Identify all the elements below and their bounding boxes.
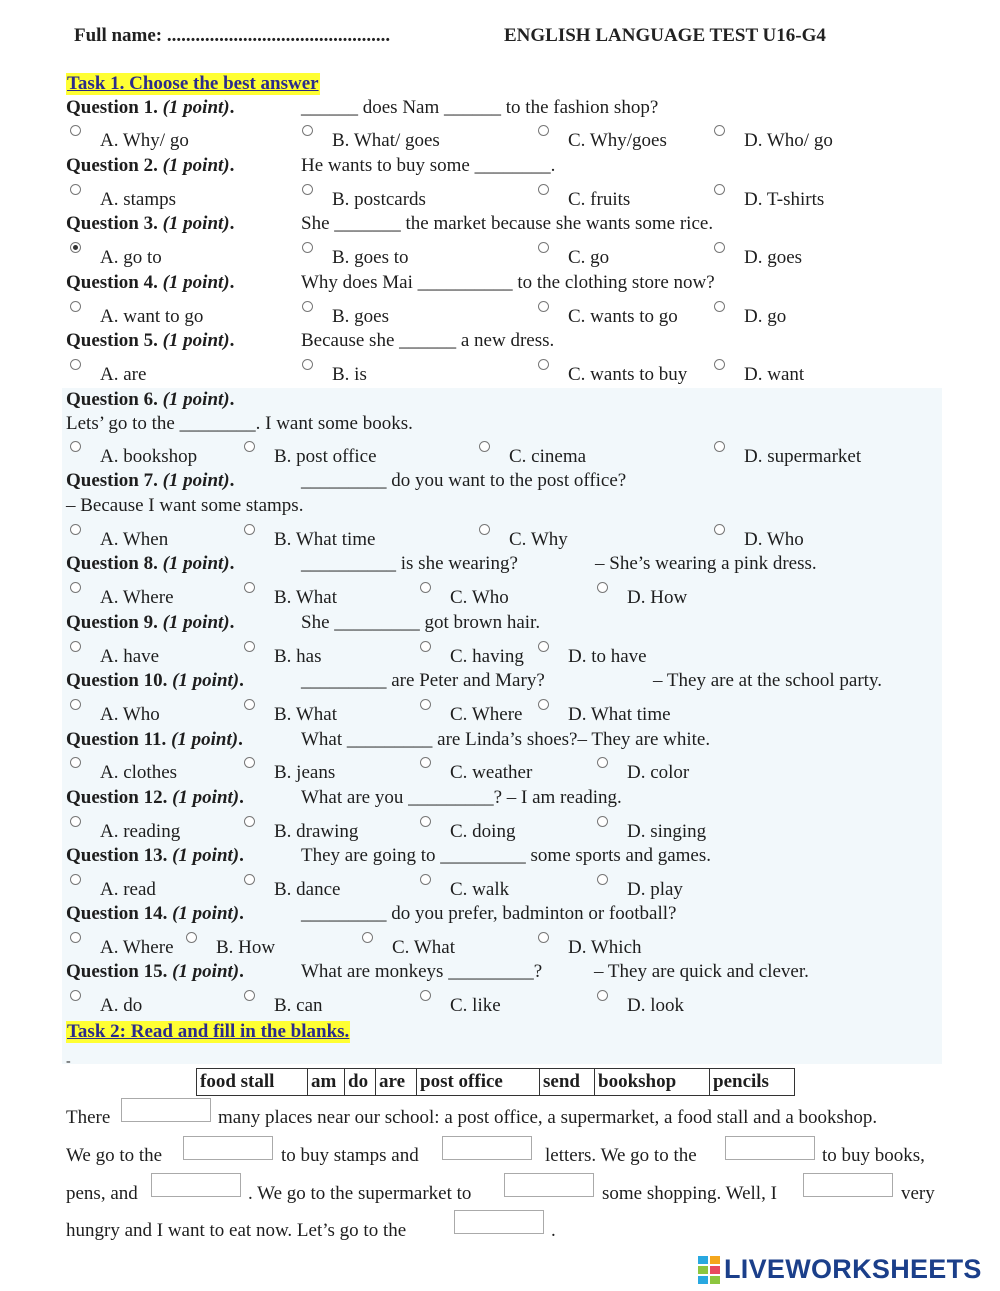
answer-radio[interactable] [538, 932, 549, 943]
passage-text: . [551, 1220, 556, 1241]
answer-option[interactable]: C. having [450, 646, 524, 667]
answer-radio[interactable] [538, 184, 549, 195]
answer-option[interactable]: C. wants to buy [568, 364, 688, 385]
question-label: Question 9. (1 point). [66, 612, 235, 633]
question-points: (1 point) [162, 97, 230, 118]
word-bank-item: post office [417, 1069, 540, 1096]
answer-radio[interactable] [302, 242, 313, 253]
answer-radio[interactable] [302, 125, 313, 136]
answer-radio[interactable] [538, 641, 549, 652]
answer-option[interactable]: B. What time [274, 529, 376, 550]
question-points: (1 point) [162, 553, 230, 574]
word-bank-item: food stall [197, 1069, 308, 1096]
answer-option[interactable]: A. want to go [100, 306, 204, 327]
answer-radio[interactable] [420, 874, 431, 885]
passage-text: pens, and [66, 1183, 138, 1204]
answer-radio[interactable] [597, 582, 608, 593]
question-points: (1 point) [172, 903, 240, 924]
question-stem: Lets’ go to the ________. I want some books. [66, 413, 413, 434]
word-bank-item: send [540, 1069, 595, 1096]
answer-option[interactable]: D. to have [568, 646, 647, 667]
answer-option[interactable]: B. is [332, 364, 367, 385]
answer-radio[interactable] [302, 359, 313, 370]
answer-option[interactable]: B. postcards [332, 189, 426, 210]
answer-radio[interactable] [362, 932, 373, 943]
answer-option[interactable]: C. fruits [568, 189, 631, 210]
question-label: Question 15. (1 point). [66, 961, 244, 982]
blank-input-1[interactable] [121, 1098, 211, 1122]
answer-option[interactable]: B. has [274, 646, 322, 667]
answer-option[interactable]: A. are [100, 364, 147, 385]
question-label: Question 1. (1 point). [66, 97, 235, 118]
question-stem: ______ does Nam ______ to the fashion shop? [301, 97, 659, 118]
answer-option[interactable]: A. have [100, 646, 160, 667]
answer-option[interactable]: D. Which [568, 937, 642, 958]
answer-radio[interactable] [70, 641, 81, 652]
question-points: (1 point) [172, 670, 240, 691]
answer-radio[interactable] [597, 816, 608, 827]
word-bank-item: are [376, 1069, 417, 1096]
answer-radio[interactable] [244, 641, 255, 652]
answer-option[interactable]: D. want [744, 364, 805, 385]
answer-radio[interactable] [479, 524, 490, 535]
question-number: Question 1. [66, 97, 163, 118]
answer-radio[interactable] [538, 125, 549, 136]
answer-option[interactable]: B. goes to [332, 247, 409, 268]
answer-radio[interactable] [70, 816, 81, 827]
answer-radio[interactable] [420, 699, 431, 710]
question-answer-hint: – Because I want some stamps. [66, 495, 304, 516]
answer-radio[interactable] [479, 441, 490, 452]
answer-radio[interactable] [597, 757, 608, 768]
question-number: Question 7. [66, 470, 163, 491]
answer-option[interactable]: C. like [450, 995, 501, 1016]
answer-option[interactable]: B. jeans [274, 762, 336, 783]
blank-input-4[interactable] [725, 1136, 815, 1160]
word-bank-table [196, 1068, 795, 1096]
question-points: (1 point) [172, 845, 240, 866]
answer-option[interactable]: B. What/ goes [332, 130, 440, 151]
question-number: Question 6. [66, 389, 163, 410]
question-number: Question 11. [66, 729, 172, 750]
passage-text: We go to the [66, 1145, 163, 1166]
question-stem: He wants to buy some ________. [301, 155, 556, 176]
answer-radio[interactable] [70, 301, 81, 312]
question-label: Question 12. (1 point). [66, 787, 244, 808]
answer-option[interactable]: C. Where [450, 704, 523, 725]
answer-radio[interactable] [244, 757, 255, 768]
answer-radio[interactable] [70, 582, 81, 593]
answer-option[interactable]: C. weather [450, 762, 533, 783]
answer-radio[interactable] [70, 990, 81, 1001]
answer-radio[interactable] [714, 301, 725, 312]
question-label: Question 11. (1 point). [66, 729, 243, 750]
question-stem: _________ are Peter and Mary? [301, 670, 545, 691]
question-stem: What _________ are Linda’s shoes?– They are white. [301, 729, 711, 750]
question-number: Question 5. [66, 330, 163, 351]
question-label: Question 7. (1 point). [66, 470, 235, 491]
question-points: (1 point) [162, 612, 230, 633]
answer-radio[interactable] [714, 441, 725, 452]
question-number: Question 14. [66, 903, 173, 924]
brand-name: LIVEWORKSHEETS [724, 1254, 982, 1284]
answer-option[interactable]: A. do [100, 995, 143, 1016]
answer-radio[interactable] [70, 932, 81, 943]
answer-option[interactable]: B. What [274, 587, 337, 608]
word-bank-item: am [308, 1069, 345, 1096]
blank-input-2[interactable] [183, 1136, 273, 1160]
passage-text: hungry and I want to eat now. Let’s go to the [66, 1220, 407, 1241]
answer-option[interactable]: C. Who [450, 587, 509, 608]
answer-option[interactable]: A. Where [100, 587, 174, 608]
answer-radio[interactable] [420, 816, 431, 827]
answer-option[interactable]: A. bookshop [100, 446, 198, 467]
question-stem: What are you _________? – I am reading. [301, 787, 622, 808]
question-points: (1 point) [171, 729, 239, 750]
passage-text: many places near our school: a post office, a supermarket, a food stall and a bookshop. [218, 1107, 878, 1128]
question-points: (1 point) [162, 389, 230, 410]
passage-text: to buy stamps and [281, 1145, 419, 1166]
answer-option[interactable]: A. stamps [100, 189, 176, 210]
answer-option[interactable]: D. Who [744, 529, 804, 550]
answer-radio[interactable] [244, 990, 255, 1001]
answer-option[interactable]: A. clothes [100, 762, 178, 783]
question-points: (1 point) [162, 272, 230, 293]
answer-radio[interactable] [714, 125, 725, 136]
blank-input-3[interactable] [442, 1136, 532, 1160]
liveworksheets-logo-icon [698, 1255, 722, 1285]
answer-radio[interactable] [186, 932, 197, 943]
answer-radio[interactable] [714, 359, 725, 370]
question-number: Question 2. [66, 155, 163, 176]
passage-text: . We go to the supermarket to [248, 1183, 472, 1204]
question-label: Question 14. (1 point). [66, 903, 244, 924]
answer-radio[interactable] [70, 874, 81, 885]
answer-radio[interactable] [70, 699, 81, 710]
answer-radio[interactable] [420, 990, 431, 1001]
blank-input-5[interactable] [151, 1173, 241, 1197]
question-label: Question 10. (1 point). [66, 670, 244, 691]
question-label: Question 4. (1 point). [66, 272, 235, 293]
answer-option[interactable]: D. color [627, 762, 690, 783]
answer-option[interactable]: A. Where [100, 937, 174, 958]
question-label: Question 6. (1 point). [66, 389, 235, 410]
answer-option[interactable]: A. Why/ go [100, 130, 189, 151]
question-label: Question 5. (1 point). [66, 330, 235, 351]
answer-radio[interactable] [244, 699, 255, 710]
test-title: ENGLISH LANGUAGE TEST U16-G4 [504, 25, 826, 46]
passage-text: There [66, 1107, 111, 1128]
dash-mark: - [66, 1054, 71, 1069]
answer-radio[interactable] [244, 874, 255, 885]
answer-radio[interactable] [420, 582, 431, 593]
question-stem: What are monkeys _________? [301, 961, 543, 982]
answer-radio[interactable] [538, 301, 549, 312]
question-points: (1 point) [162, 330, 230, 351]
question-stem: Why does Mai __________ to the clothing store now? [301, 272, 715, 293]
question-points: (1 point) [162, 155, 230, 176]
question-answer-hint: – She’s wearing a pink dress. [595, 553, 817, 574]
question-stem: _________ do you prefer, badminton or football? [301, 903, 677, 924]
answer-radio[interactable] [70, 184, 81, 195]
question-stem: They are going to _________ some sports and games. [301, 845, 712, 866]
answer-radio[interactable] [538, 699, 549, 710]
answer-radio[interactable] [714, 184, 725, 195]
answer-radio[interactable] [244, 816, 255, 827]
passage-text: some shopping. Well, I [602, 1183, 777, 1204]
answer-option[interactable]: B. can [274, 995, 323, 1016]
answer-radio[interactable] [70, 242, 81, 253]
answer-radio[interactable] [70, 441, 81, 452]
task1-title: Task 1. Choose the best answer [67, 73, 319, 94]
answer-option[interactable]: B. dance [274, 879, 341, 900]
question-stem: __________ is she wearing? [301, 553, 518, 574]
answer-radio[interactable] [420, 641, 431, 652]
question-label: Question 13. (1 point). [66, 845, 244, 866]
passage-text: very [901, 1183, 935, 1204]
answer-radio[interactable] [714, 242, 725, 253]
answer-option[interactable]: D. How [627, 587, 688, 608]
answer-option[interactable]: A. Who [100, 704, 160, 725]
answer-radio[interactable] [597, 874, 608, 885]
answer-option[interactable]: D. What time [568, 704, 671, 725]
answer-radio[interactable] [420, 757, 431, 768]
answer-option[interactable]: D. Who/ go [744, 130, 833, 151]
question-stem: _________ do you want to the post office? [301, 470, 627, 491]
answer-radio[interactable] [302, 301, 313, 312]
answer-radio[interactable] [70, 524, 81, 535]
answer-option[interactable]: B. How [216, 937, 276, 958]
question-answer-hint: – They are quick and clever. [594, 961, 809, 982]
full-name-label: Full name: ............................................... [74, 25, 391, 46]
answer-option[interactable]: D. singing [627, 821, 707, 842]
answer-radio[interactable] [244, 441, 255, 452]
answer-radio[interactable] [302, 184, 313, 195]
answer-option[interactable]: C. walk [450, 879, 510, 900]
question-label: Question 8. (1 point). [66, 553, 235, 574]
answer-radio[interactable] [538, 359, 549, 370]
answer-option[interactable]: A. reading [100, 821, 181, 842]
word-bank-item: bookshop [595, 1069, 710, 1096]
word-bank-item: pencils [710, 1069, 795, 1096]
answer-option[interactable]: A. read [100, 879, 156, 900]
answer-radio[interactable] [538, 242, 549, 253]
question-label: Question 2. (1 point). [66, 155, 235, 176]
blank-input-8[interactable] [454, 1210, 544, 1234]
answer-option[interactable]: A. When [100, 529, 169, 550]
question-number: Question 8. [66, 553, 163, 574]
question-stem: Because she ______ a new dress. [301, 330, 555, 351]
answer-radio[interactable] [714, 524, 725, 535]
question-stem: She _________ got brown hair. [301, 612, 541, 633]
answer-radio[interactable] [597, 990, 608, 1001]
answer-option[interactable]: D. look [627, 995, 684, 1016]
question-number: Question 15. [66, 961, 173, 982]
answer-radio[interactable] [244, 524, 255, 535]
answer-option[interactable]: D. supermarket [744, 446, 862, 467]
blank-input-7[interactable] [803, 1173, 893, 1197]
answer-radio[interactable] [70, 757, 81, 768]
blank-input-6[interactable] [504, 1173, 594, 1197]
question-label: Question 3. (1 point). [66, 213, 235, 234]
word-bank-row [197, 1069, 795, 1096]
passage-text: to buy books, [822, 1145, 925, 1166]
passage-text: letters. We go to the [545, 1145, 697, 1166]
question-number: Question 12. [66, 787, 173, 808]
question-points: (1 point) [172, 787, 240, 808]
question-number: Question 13. [66, 845, 173, 866]
answer-option[interactable]: D. play [627, 879, 683, 900]
question-points: (1 point) [162, 213, 230, 234]
question-answer-hint: – They are at the school party. [653, 670, 882, 691]
answer-option[interactable]: C. wants to go [568, 306, 678, 327]
question-stem: She _______ the market because she wants some rice. [301, 213, 714, 234]
task2-title: Task 2: Read and fill in the blanks. [67, 1021, 350, 1042]
answer-option[interactable]: C. doing [450, 821, 516, 842]
answer-option[interactable]: B. drawing [274, 821, 359, 842]
answer-radio[interactable] [244, 582, 255, 593]
question-number: Question 9. [66, 612, 163, 633]
answer-option[interactable]: C. go [568, 247, 610, 268]
question-points: (1 point) [172, 961, 240, 982]
answer-radio[interactable] [70, 359, 81, 370]
answer-option[interactable]: A. go to [100, 247, 162, 268]
answer-option[interactable]: C. What [392, 937, 455, 958]
question-number: Question 3. [66, 213, 163, 234]
question-number: Question 10. [66, 670, 173, 691]
answer-option[interactable]: B. What [274, 704, 337, 725]
word-bank-item: do [345, 1069, 376, 1096]
question-number: Question 4. [66, 272, 163, 293]
answer-option[interactable]: C. Why/goes [568, 130, 667, 151]
answer-option[interactable]: D. goes [744, 247, 803, 268]
answer-option[interactable]: D. go [744, 306, 787, 327]
answer-option[interactable]: C. cinema [509, 446, 587, 467]
answer-radio[interactable] [70, 125, 81, 136]
answer-option[interactable]: C. Why [509, 529, 568, 550]
answer-option[interactable]: B. post office [274, 446, 377, 467]
question-points: (1 point) [162, 470, 230, 491]
answer-option[interactable]: D. T-shirts [744, 189, 825, 210]
answer-option[interactable]: B. goes [332, 306, 389, 327]
